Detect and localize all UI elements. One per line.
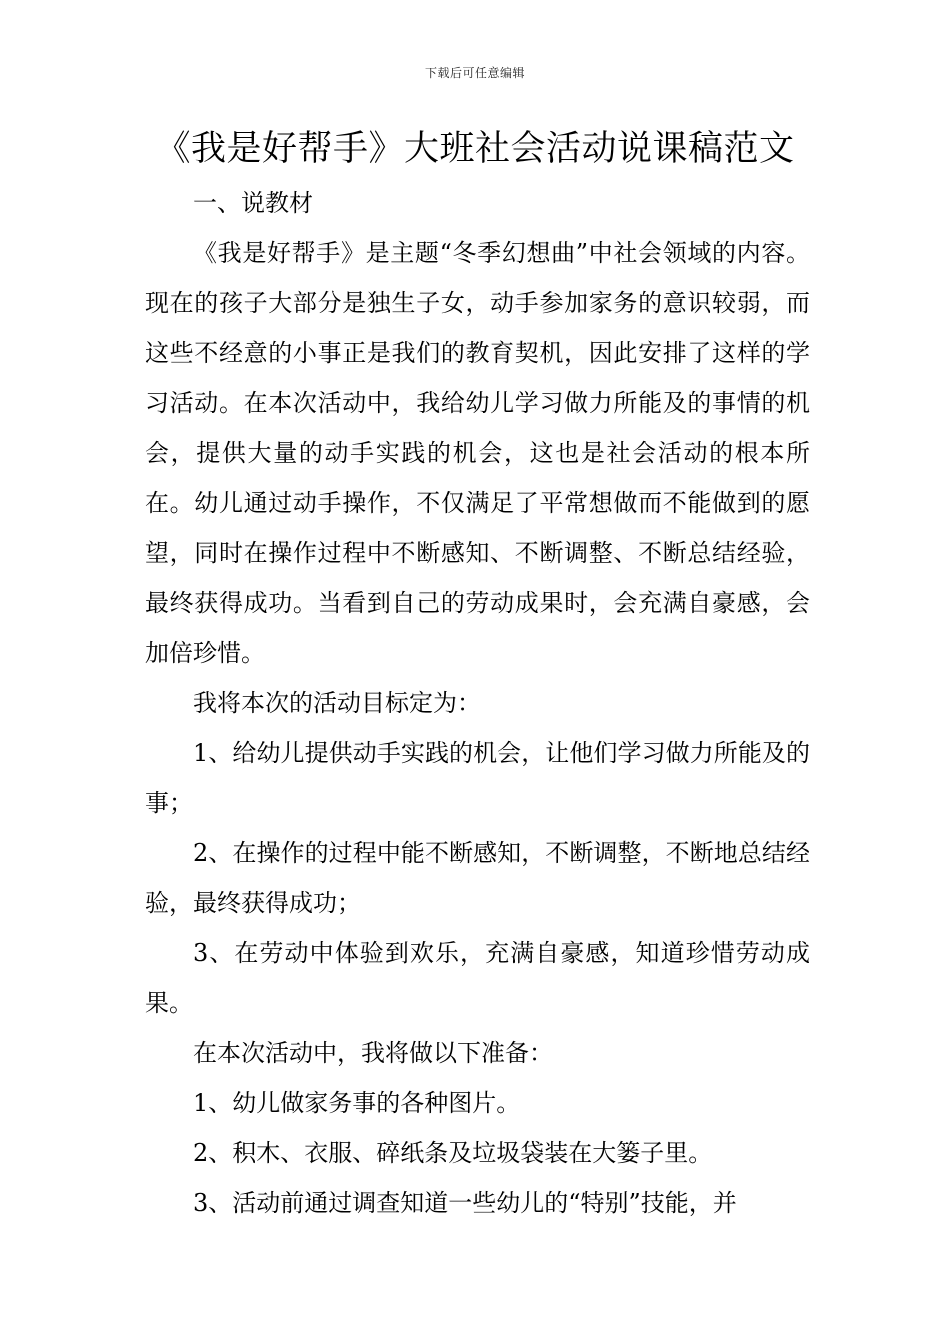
list-item: 2、在操作的过程中能不断感知，不断调整，不断地总结经验，最终获得成功；: [145, 839, 810, 917]
document-body: [145, 178, 810, 1228]
list-item: 1、幼儿做家务事的各种图片。: [193, 1089, 521, 1117]
paragraph: 《我是好帮手》是主题“冬季幻想曲”中社会领域的内容。现在的孩子大部分是独生子女，动手参加家务的意识较弱，而这些不经意的小事正是我们的教育契机，因此安排了这样的学习活动。在本次活动中，我给幼儿学习做力所能及的事情的机会，提供大量的动手实践的机会，这也是社会活动的根本所在。幼儿通过动手操作，不仅满足了平常想做而不能做到的愿望，同时在操作过程中不断感知、不断调整、不断总结经验，最终获得成功。当看到自己的劳动成果时，会充满自豪感，会加倍珍惜。: [145, 239, 810, 667]
page-title: 《我是好帮手》大班社会活动说课稿范文: [155, 129, 795, 169]
section-heading: 一、说教材: [193, 189, 313, 217]
list-item: 2、积木、衣服、碎纸条及垃圾袋装在大篓子里。: [193, 1139, 713, 1167]
list-item: 1、给幼儿提供动手实践的机会，让他们学习做力所能及的事；: [145, 739, 810, 817]
header-note: 下载后可任意编辑: [424, 66, 525, 80]
paragraph: 我将本次的活动目标定为：: [193, 689, 481, 717]
list-item: 3、活动前通过调查知道一些幼儿的“特别”技能，并: [193, 1189, 737, 1217]
paragraph: 在本次活动中，我将做以下准备：: [193, 1039, 553, 1067]
list-item: 3、在劳动中体验到欢乐，充满自豪感，知道珍惜劳动成果。: [145, 939, 810, 1017]
